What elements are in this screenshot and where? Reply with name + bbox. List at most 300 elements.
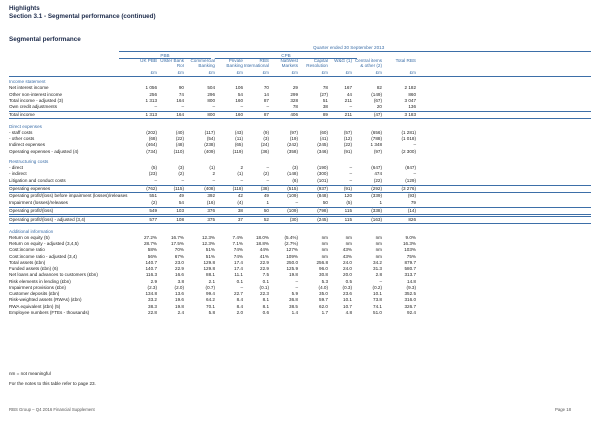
footnote-ref: For the notes to this table refer to page 23.: [9, 381, 96, 386]
cell-value: 51%: [205, 247, 215, 253]
cell-value: (48): [175, 142, 184, 148]
cell-value: –: [266, 104, 269, 109]
cell-value: 7.4%: [232, 234, 243, 240]
table-row: [9, 98, 591, 104]
cell-value: 3 183: [404, 112, 416, 118]
cell-value: (2.3): [147, 284, 157, 290]
cell-value: 392: [207, 193, 215, 199]
cell-value: 78: [292, 104, 298, 109]
cell-value: 1.7: [321, 309, 328, 315]
row-label: Total income: [9, 112, 35, 118]
cell-value: 16.6: [175, 272, 184, 278]
cell-value: (6): [292, 177, 298, 183]
cell-value: 116.3: [145, 272, 157, 278]
table-row: [9, 165, 591, 171]
cell-value: 36.8: [289, 297, 298, 303]
table-row: [9, 200, 591, 206]
cell-value: (2 300): [401, 148, 416, 154]
column-header-line1: Ulster Bank: [160, 58, 184, 63]
cell-value: 14: [263, 91, 269, 97]
column-header: [239, 58, 269, 69]
cell-value: (3 276): [401, 186, 416, 192]
column-header-line1: Central items: [354, 58, 382, 63]
cell-value: 211: [344, 97, 352, 103]
group-cpb: CPB: [215, 53, 357, 59]
cell-value: (12): [343, 136, 352, 142]
cell-value: 2.9: [150, 278, 157, 284]
cell-value: 376: [207, 208, 215, 213]
cell-value: (2.7%): [284, 241, 298, 247]
cell-value: –: [240, 104, 243, 109]
cell-value: 10.1: [343, 297, 352, 303]
cell-value: 3.8: [177, 278, 184, 284]
table-row: [9, 207, 591, 215]
table-row: [9, 92, 591, 98]
cell-value: (5.4%): [284, 234, 298, 240]
cell-value: (93): [407, 193, 416, 199]
cell-value: (24): [260, 142, 269, 148]
cell-value: 28.7%: [143, 241, 157, 247]
cell-value: 256: [149, 91, 157, 97]
row-label: Net interest income: [9, 85, 49, 91]
cell-value: 1: [266, 199, 269, 205]
cell-value: (27): [319, 91, 328, 97]
cell-value: 140.7: [145, 266, 157, 272]
cell-value: 70.1: [206, 303, 215, 309]
column-header: [386, 58, 416, 63]
group-pbb: PBB: [119, 53, 211, 59]
cell-value: 30.8: [319, 272, 328, 278]
cell-value: 879.7: [404, 259, 416, 265]
cell-value: 16.7%: [170, 234, 184, 240]
cell-value: –: [349, 177, 352, 183]
cell-value: 160: [235, 112, 243, 118]
cell-value: (5): [151, 165, 157, 171]
column-header: [352, 58, 382, 69]
cell-value: (734): [146, 148, 157, 154]
cell-value: (1 018): [401, 136, 416, 142]
column-header-line2: Banking: [226, 63, 243, 69]
table-row: [9, 193, 591, 199]
cell-value: 103: [176, 208, 184, 213]
cell-value: 313.7: [404, 272, 416, 278]
cell-value: 87: [263, 97, 269, 103]
cell-value: (65): [234, 142, 243, 148]
cell-value: (847): [405, 165, 416, 171]
cell-value: 14.8: [407, 278, 416, 284]
cell-value: (1): [237, 171, 243, 177]
cell-value: –: [266, 177, 269, 183]
column-header-line2: Banking: [198, 63, 215, 69]
cell-value: (117): [204, 129, 215, 135]
cell-value: (22): [175, 136, 184, 142]
cell-value: 10.1: [373, 291, 382, 297]
cell-value: (40): [175, 129, 184, 135]
cell-value: (339): [371, 193, 382, 199]
cell-value: (408): [204, 186, 215, 192]
column-header-line1: NatWest: [280, 58, 298, 63]
cell-value: (190): [317, 165, 328, 171]
section-heading-row: [9, 159, 591, 165]
column-unit: £m: [177, 70, 184, 75]
cell-value: 10.7: [343, 303, 352, 309]
cell-value: (0.3): [342, 284, 352, 290]
column-header: [185, 58, 215, 69]
cell-value: 54: [178, 199, 184, 205]
footnote-nm: nm = not meaningful: [9, 371, 51, 376]
cell-value: (109): [287, 208, 298, 213]
row-label: Risk-weighted assets (RWAs) (£bn): [9, 297, 82, 303]
row-label: Total income - adjusted (3): [9, 97, 64, 103]
cell-value: 375: [207, 217, 215, 223]
cell-value: (30): [289, 217, 298, 223]
table-row: [9, 279, 591, 285]
cell-value: 140.7: [145, 259, 157, 265]
cell-value: (110): [173, 148, 184, 154]
cell-value: (409): [204, 148, 215, 154]
cell-value: 88.1: [206, 272, 215, 278]
cell-value: (245): [317, 142, 328, 148]
table-row: [9, 185, 591, 193]
cell-value: 23.0: [175, 259, 184, 265]
cell-value: 7.5: [262, 272, 269, 278]
row-label: Cost:income ratio: [9, 247, 45, 253]
table-row: [9, 111, 591, 119]
row-label: Additional information: [9, 228, 54, 234]
cell-value: 73.8: [373, 297, 382, 303]
cell-value: 52: [263, 217, 269, 223]
cell-value: (91): [343, 186, 352, 192]
column-header-line2: Resolution: [306, 63, 328, 69]
cell-value: –: [413, 142, 416, 148]
cell-value: –: [413, 171, 416, 177]
cell-value: (97): [373, 148, 382, 154]
cell-value: 115: [344, 208, 352, 213]
cell-value: 50: [263, 208, 269, 213]
cell-value: 41%: [259, 253, 269, 259]
header-rule: [9, 76, 591, 77]
cell-value: (238): [204, 142, 215, 148]
cell-value: (67): [373, 97, 382, 103]
cell-value: (2): [263, 171, 269, 177]
cell-value: 74.1: [373, 303, 382, 309]
cell-value: 1 313: [145, 112, 157, 118]
cell-value: 70%: [174, 247, 184, 253]
row-label: Risk elements in lending (£bn): [9, 278, 71, 284]
table-row: [9, 85, 591, 91]
table-row: [9, 291, 591, 297]
cell-value: 92.4: [407, 309, 416, 315]
cell-value: 129.8: [203, 259, 215, 265]
cell-value: (2): [151, 199, 157, 205]
cell-value: (937): [317, 186, 328, 192]
column-header-line2: Total RBS: [395, 58, 416, 63]
cell-value: nm: [345, 241, 352, 247]
table-row: [9, 136, 591, 142]
cell-value: (2): [178, 171, 184, 177]
cell-value: 70: [263, 85, 269, 91]
cell-value: –: [349, 165, 352, 171]
cell-value: 38.3: [148, 303, 157, 309]
column-unit: £m: [321, 70, 328, 75]
cell-value: 43%: [342, 253, 352, 259]
cell-value: 50: [322, 199, 328, 205]
cell-value: (149): [371, 91, 382, 97]
cell-value: 74%: [233, 247, 243, 253]
cell-value: 74%: [233, 253, 243, 259]
row-label: Operating profit/(loss) - adjusted (3,4): [9, 217, 86, 223]
row-label: - staff costs: [9, 129, 33, 135]
table-row: [9, 142, 591, 148]
table-row: [9, 285, 591, 291]
column-header-line1: Capital: [313, 58, 328, 63]
quarter-label: Quarter ended 30 September 2013: [313, 45, 385, 50]
cell-value: 134.8: [145, 291, 157, 297]
cell-value: 3 047: [404, 97, 416, 103]
cell-value: (464): [146, 142, 157, 148]
table-row: [9, 178, 591, 184]
column-unit: £m: [345, 70, 352, 75]
cell-value: (358): [287, 148, 298, 154]
column-header: [268, 58, 298, 69]
cell-value: 1 348: [370, 142, 382, 148]
cell-value: 504: [207, 85, 215, 91]
cell-value: 860: [408, 91, 416, 97]
cell-value: 43%: [342, 247, 352, 253]
row-label: Indirect expenses: [9, 142, 46, 148]
cell-value: 23.6: [343, 291, 352, 297]
cell-value: 1: [379, 199, 382, 205]
cell-value: 31.3: [373, 266, 382, 272]
cell-value: (91): [343, 148, 352, 154]
cell-value: (515): [287, 186, 298, 192]
cell-value: 34.2: [373, 259, 382, 265]
cell-value: 2.1: [208, 278, 215, 284]
cell-value: 316.0: [404, 297, 416, 303]
cell-value: 5.8: [208, 309, 215, 315]
cell-value: 18.0%: [255, 234, 269, 240]
cell-value: –: [379, 278, 382, 284]
cell-value: 296: [207, 91, 215, 97]
cell-value: –: [266, 165, 269, 171]
cell-value: 59.7: [319, 297, 328, 303]
cell-value: 4.8: [345, 309, 352, 315]
cell-value: 136: [408, 104, 416, 109]
column-header-line2: International: [243, 63, 269, 69]
cell-value: 127%: [286, 247, 298, 253]
cell-value: (656): [371, 129, 382, 135]
row-label: Income statement: [9, 79, 46, 84]
cell-value: 8.4: [236, 297, 243, 303]
row-label: RWA equivalent (£bn) (5): [9, 303, 61, 309]
cell-value: (338): [371, 208, 382, 213]
cell-value: 58%: [147, 247, 157, 253]
cell-value: –: [240, 177, 243, 183]
cell-value: 44: [346, 91, 352, 97]
column-unit: £m: [291, 70, 298, 75]
cell-value: 5.9: [291, 291, 298, 297]
cell-value: –: [154, 104, 157, 109]
section-heading-row: [9, 79, 591, 85]
cell-value: (1): [209, 165, 215, 171]
cell-value: nm: [321, 241, 328, 247]
cell-value: 35.0: [319, 291, 328, 297]
cell-value: (4.0): [318, 284, 328, 290]
cell-value: 1 313: [145, 97, 157, 103]
cell-value: 20.0: [343, 272, 352, 278]
cell-value: 826: [408, 217, 416, 223]
column-header-line1: Commercial: [190, 58, 215, 63]
cell-value: (0.7): [205, 284, 215, 290]
row-label: Operating profit/(loss): [9, 208, 54, 213]
cell-value: (119): [232, 148, 243, 154]
cell-value: 96.0: [319, 266, 328, 272]
row-label: Restructuring costs: [9, 158, 49, 164]
cell-value: 22.7: [234, 291, 243, 297]
cell-value: 2.8: [375, 272, 382, 278]
cell-value: (22): [373, 177, 382, 183]
cell-value: (848): [317, 193, 328, 199]
cell-value: 109%: [286, 253, 298, 259]
cell-value: (346): [317, 148, 328, 154]
cell-value: 108: [176, 217, 184, 223]
cell-value: 125.9: [286, 266, 298, 272]
cell-value: (245): [317, 217, 328, 223]
table-row: [9, 260, 591, 266]
cell-value: 87: [263, 112, 269, 118]
table-row: [9, 310, 591, 316]
column-header-line2: W&G (1): [334, 58, 352, 63]
row-label: Litigation and conduct costs: [9, 177, 66, 183]
row-label: - indirect: [9, 171, 27, 177]
cell-value: 33.2: [148, 297, 157, 303]
cell-value: 549: [149, 208, 157, 213]
cell-value: nm: [345, 234, 352, 240]
cell-value: (202): [146, 129, 157, 135]
cell-value: nm: [321, 253, 328, 259]
cell-value: 9.0%: [405, 234, 416, 240]
cell-value: 106: [235, 85, 243, 91]
cell-value: (300): [317, 171, 328, 177]
row-label: Customer deposits (£bn): [9, 291, 60, 297]
cell-value: (23): [148, 171, 157, 177]
cell-value: 406: [290, 112, 298, 118]
cell-value: (68): [148, 136, 157, 142]
row-label: Own credit adjustments: [9, 104, 57, 109]
column-unit: £m: [409, 70, 416, 75]
cell-value: –: [295, 199, 298, 205]
cell-value: (3): [292, 165, 298, 171]
table-row: [9, 304, 591, 310]
cell-value: (4): [237, 199, 243, 205]
column-header: [127, 58, 157, 63]
column-header-line2: RoI: [176, 63, 184, 69]
cell-value: 164: [176, 112, 184, 118]
cell-value: 79: [410, 199, 416, 205]
column-header: [154, 58, 184, 69]
cell-value: 16.3%: [402, 241, 416, 247]
report-header: [9, 5, 156, 20]
cell-value: (97): [289, 129, 298, 135]
cell-value: 51: [322, 97, 328, 103]
cell-value: nm: [375, 234, 382, 240]
cell-value: (57): [343, 129, 352, 135]
cell-value: (14): [407, 208, 416, 213]
cell-value: 103%: [404, 247, 416, 253]
row-label: Direct expenses: [9, 123, 42, 129]
section-heading-row: [9, 229, 591, 235]
cell-value: 250.0: [286, 259, 298, 265]
cell-value: (19): [289, 136, 298, 142]
cell-value: 1 056: [145, 85, 157, 91]
cell-value: 22.3: [260, 291, 269, 297]
table-row: [9, 297, 591, 303]
cell-value: 42: [237, 193, 243, 199]
cell-value: nm: [321, 234, 328, 240]
cell-value: 211: [344, 112, 352, 118]
cell-value: 7.1%: [232, 241, 243, 247]
cell-value: 17.4: [234, 266, 243, 272]
report-title: Highlights: [9, 5, 40, 12]
cell-value: 27.2%: [143, 234, 157, 240]
cell-value: (292): [371, 186, 382, 192]
cell-value: 167: [344, 85, 352, 91]
cell-value: (788): [371, 136, 382, 142]
column-header: [322, 58, 352, 63]
cell-value: –: [154, 177, 157, 183]
cell-value: nm: [375, 241, 382, 247]
section-title: Segmental performance: [9, 36, 81, 43]
cell-value: 1.4: [291, 309, 298, 315]
row-label: Total assets (£bn): [9, 259, 46, 265]
cell-value: 49: [263, 193, 269, 199]
cell-value: –: [240, 284, 243, 290]
cell-value: 11.1: [234, 272, 243, 278]
column-header-line1: RBS: [259, 58, 269, 63]
cell-value: (798): [317, 208, 328, 213]
row-label: Funded assets (£bn) (6): [9, 266, 59, 272]
cell-value: (41): [319, 136, 328, 142]
row-label: Operating expenses: [9, 186, 51, 192]
cell-value: (2.0): [174, 284, 184, 290]
cell-value: –: [212, 104, 215, 109]
cell-value: 328: [290, 97, 298, 103]
table-row: [9, 254, 591, 260]
cell-value: (0.2): [372, 284, 382, 290]
cell-value: 12.3%: [201, 241, 215, 247]
cell-value: (148): [287, 171, 298, 177]
cell-value: 474: [374, 171, 382, 177]
cell-value: (647): [371, 165, 382, 171]
cell-value: 2: [212, 171, 215, 177]
row-label: Net loans and advances to customers (£bn): [9, 272, 98, 278]
cell-value: 13.6: [175, 291, 184, 297]
cell-value: 38: [237, 208, 243, 213]
column-header-line2: & other (2): [360, 63, 382, 69]
cell-value: 2: [240, 165, 243, 171]
cell-value: (9): [263, 129, 269, 135]
cell-value: 160: [235, 97, 243, 103]
cell-value: 56%: [147, 253, 157, 259]
page-footer-left: RBS Group – Q4 2016 Financial Supplement: [9, 407, 95, 412]
cell-value: 99.4: [206, 291, 215, 297]
cell-value: 24.0: [343, 266, 352, 272]
cell-value: 74: [178, 91, 184, 97]
column-header-line1: Private: [228, 58, 243, 63]
row-label: Operating expenses - adjusted (4): [9, 148, 79, 154]
cell-value: –: [295, 284, 298, 290]
cell-value: 44%: [259, 247, 269, 253]
